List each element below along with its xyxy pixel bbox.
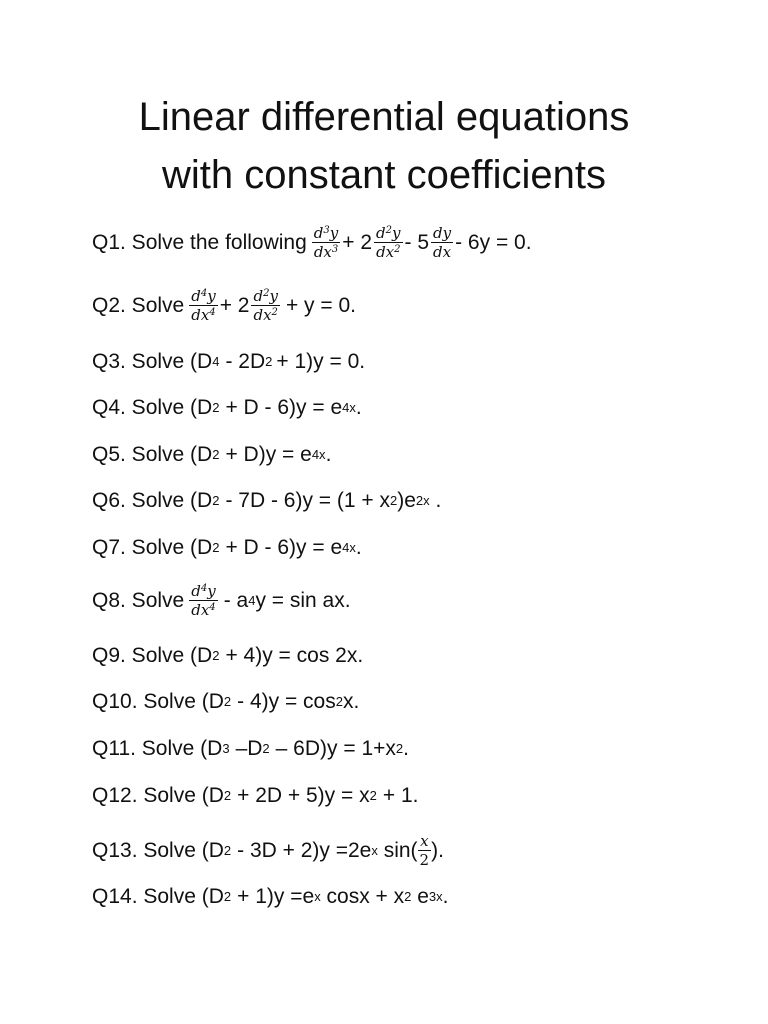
q13-part-b: sin( (377, 838, 418, 862)
q5-end: . (325, 443, 332, 466)
q1-coef-2: + 2 (342, 230, 373, 254)
q8-part-a: - a (223, 588, 249, 612)
q14-part-b: cosx + x (320, 885, 405, 908)
q14-end: . (442, 885, 449, 908)
fraction-d3y-dx3: $\frac{d^3y}{dx^3}$ (313, 224, 339, 261)
q6-part-a: - 7D - 6)y = (1 + x (225, 489, 390, 512)
q11-end: . (403, 737, 409, 760)
q14-part-a: + 1)y =e (237, 885, 315, 908)
q11-label: Q11. Solve (D (92, 737, 223, 760)
q1-coef-5: - 5 (404, 230, 430, 254)
question-2 (92, 287, 356, 324)
question-4: Q4. Solve (D 2 + D - 6)y = e 4x . (92, 396, 362, 419)
q1-label: Q1. Solve the following (92, 230, 307, 254)
q9-label: Q9. Solve (D (92, 644, 213, 667)
q14-label: Q14. Solve (D (92, 885, 224, 908)
q5-label: Q5. Solve (D (92, 443, 213, 466)
q10-part-a: - 4)y = cos (237, 690, 336, 713)
q13-end: ). (431, 838, 444, 862)
fraction-d2y-dx2: $\frac{d^2y}{dx^2}$ (253, 287, 278, 324)
fraction-d4y-dx4: $\frac{d^4y}{dx^4}$ (191, 582, 216, 619)
question-8: Q8. Solve $\frac{d^4y}{dx^4}$ - a 4 y = sin ax. (92, 582, 351, 619)
q14-part-c: e (411, 885, 429, 908)
q12-label: Q12. Solve (D (92, 784, 224, 807)
fraction-x-over-2: $\frac{x}{2}$ (419, 832, 430, 869)
q4-part-a: + D - 6)y = e (225, 396, 343, 419)
q3-part-a: - 2D (225, 350, 266, 373)
q8-part-b: y = sin ax. (255, 588, 351, 612)
question-6: Q6. Solve (D 2 - 7D - 6)y = (1 + x 2 )e 2x . (92, 489, 442, 512)
fraction-dy-dx: $\frac{dy}{dx}$ (433, 224, 452, 261)
title-line-2: with constant coefficients (162, 153, 606, 197)
fraction-d4y-dx4: $\frac{d^4y}{dx^4}$ (191, 287, 216, 324)
q7-label: Q7. Solve (D (92, 536, 213, 559)
q4-label: Q4. Solve (D (92, 396, 213, 419)
q9-part-a: + 4)y = cos 2x. (225, 644, 364, 667)
q13-part-a: - 3D + 2)y =2e (237, 838, 372, 862)
question-11: Q11. Solve (D 3 –D 2 – 6D)y = 1+x 2 . (92, 737, 409, 760)
q6-label: Q6. Solve (D (92, 489, 213, 512)
q6-end: . (429, 489, 442, 512)
q4-end: . (355, 396, 362, 419)
q2-label: Q2. Solve (92, 293, 185, 317)
question-7: Q7. Solve (D 2 + D - 6)y = e 4x . (92, 536, 362, 559)
q11-part-b: – 6D)y = 1+x (275, 737, 396, 760)
q6-part-b: )e (397, 489, 416, 512)
q7-part-a: + D - 6)y = e (225, 536, 343, 559)
question-1 (92, 224, 532, 261)
question-9: Q9. Solve (D 2 + 4)y = cos 2x. (92, 644, 364, 667)
q2-coef-2: + 2 (219, 293, 250, 317)
question-5: Q5. Solve (D 2 + D)y = e 4x . (92, 443, 332, 466)
q2-tail: + y = 0. (285, 293, 356, 317)
question-3: Q3. Solve (D 4 - 2D 2 + 1)y = 0. (92, 350, 366, 373)
q5-part-a: + D)y = e (225, 443, 312, 466)
q11-part-a: –D (235, 737, 263, 760)
question-13: Q13. Solve (D 2 - 3D + 2)y =2e x sin( $\frac{x}{2}$ ). (92, 832, 444, 869)
q10-part-b: x. (342, 690, 360, 713)
fraction-d2y-dx2: $\frac{d^2y}{dx^2}$ (376, 224, 401, 261)
q7-end: . (355, 536, 362, 559)
title-line-1: Linear differential equations (138, 95, 630, 139)
q8-label: Q8. Solve (92, 588, 185, 612)
q13-label: Q13. Solve (D (92, 838, 224, 862)
q1-tail: - 6y = 0. (455, 230, 532, 254)
q3-part-b: + 1)y = 0. (276, 350, 366, 373)
q3-label: Q3. Solve (D (92, 350, 213, 373)
q12-part-b: + 1. (382, 784, 419, 807)
question-10: Q10. Solve (D 2 - 4)y = cos 2 x. (92, 690, 360, 713)
q12-part-a: + 2D + 5)y = x (237, 784, 370, 807)
question-14: Q14. Solve (D 2 + 1)y =e x cosx + x 2 e 3x . (92, 885, 449, 908)
document-title (0, 88, 768, 204)
q10-label: Q10. Solve (D (92, 690, 224, 713)
question-12: Q12. Solve (D 2 + 2D + 5)y = x 2 + 1. (92, 784, 419, 807)
